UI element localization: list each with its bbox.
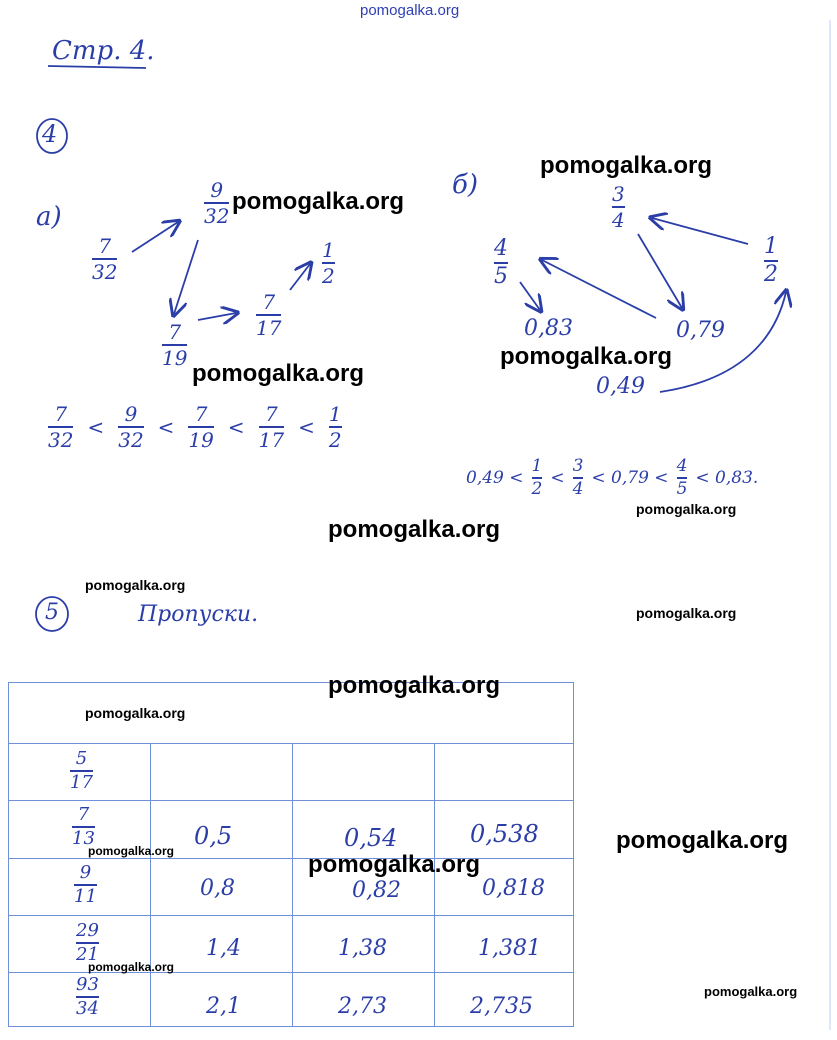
chain-b-end: < 0,83. — [695, 467, 759, 488]
chain-a-f1: $\frac{7}{32}$ — [48, 402, 74, 452]
cell-r3-c3: 0,818 — [482, 876, 545, 901]
table-fraction-9-11: 9 11 — [74, 862, 97, 907]
chain-a-f5: $\frac{1}{2}$ — [328, 402, 342, 452]
watermark: pomogalka.org — [616, 827, 789, 854]
chain-b-f3: $\frac{4}{5}$ — [676, 456, 688, 499]
watermark: pomogalka.org — [192, 360, 365, 387]
cell-r2-c3: 0,538 — [470, 820, 539, 848]
chain-b-f2: $\frac{3}{4}$ — [572, 456, 584, 499]
task4b-label: б) — [452, 170, 479, 200]
decimal-0-49: 0,49 — [596, 374, 645, 399]
chain-a-f3: $\frac{7}{19}$ — [188, 402, 214, 452]
cell-r2-c2: 0,54 — [344, 824, 398, 852]
fraction-a-7-17: 7 17 — [256, 290, 282, 340]
watermark: pomogalka.org — [328, 516, 501, 543]
cell-r5-c1: 2,1 — [206, 994, 241, 1019]
watermark: pomogalka.org — [308, 851, 481, 878]
watermark: pomogalka.org — [636, 605, 737, 621]
watermark: pomogalka.org — [88, 960, 175, 974]
arrow-b-3 — [542, 260, 656, 318]
task5-title: Пропуски. — [138, 602, 259, 627]
chain-a-f2: $\frac{9}{32}$ — [118, 402, 144, 452]
table-fraction-5-17: 5 17 — [70, 748, 93, 793]
fraction-b-3-4: 3 4 — [612, 182, 625, 232]
fraction-a-7-32: 7 32 — [92, 234, 118, 284]
watermark: pomogalka.org — [88, 844, 175, 858]
arrow-a-2 — [174, 240, 198, 314]
fraction-b-1-2: 1 2 — [764, 234, 778, 287]
decimal-0-83: 0,83 — [524, 316, 573, 341]
task4-number: 4 — [42, 120, 58, 148]
cell-r4-c2: 1,38 — [338, 936, 387, 961]
chain-b-mid: < 0,79 < — [591, 467, 669, 488]
cell-r3-c2: 0,82 — [352, 878, 401, 903]
arrow-a-1 — [132, 222, 178, 252]
page-label: Стр. 4. — [52, 36, 155, 66]
cell-r3-c1: 0,8 — [200, 876, 235, 901]
fraction-a-1-2: 1 2 — [322, 238, 335, 288]
watermark: pomogalka.org — [540, 152, 713, 179]
cell-r4-c3: 1,381 — [478, 936, 541, 961]
watermark: pomogalka.org — [232, 188, 405, 215]
decimal-0-79: 0,79 — [676, 318, 725, 343]
chain-a-op: < — [298, 415, 315, 439]
task5-number: 5 — [45, 600, 59, 625]
chain-b-start: 0,49 < — [466, 467, 524, 488]
chain-b-f1: $\frac{1}{2}$ — [531, 456, 543, 499]
top-watermark: pomogalka.org — [360, 2, 460, 19]
arrow-b-2 — [638, 234, 682, 308]
fraction-b-4-5: 4 5 — [494, 236, 508, 289]
chain-a-f4: $\frac{7}{17}$ — [258, 402, 285, 452]
table-fraction-29-21: 29 21 — [76, 920, 99, 965]
table-fraction-7-13: 7 13 — [72, 804, 95, 849]
watermark: pomogalka.org — [85, 705, 186, 721]
arrow-b-5 — [660, 292, 786, 392]
watermark: pomogalka.org — [328, 672, 501, 699]
cell-r4-c1: 1,4 — [206, 936, 241, 961]
cell-r2-c1: 0,5 — [194, 822, 233, 850]
task4a-label: a) — [36, 202, 62, 232]
page-edge — [829, 20, 831, 1030]
fraction-a-7-19: 7 19 — [162, 320, 188, 370]
cell-r5-c2: 2,73 — [338, 994, 387, 1019]
header-underline — [48, 66, 146, 68]
watermark: pomogalka.org — [85, 577, 186, 593]
arrow-a-3 — [198, 313, 236, 320]
watermark: pomogalka.org — [500, 343, 673, 370]
arrow-a-4 — [290, 264, 310, 290]
watermark: pomogalka.org — [704, 984, 798, 999]
task4-circle — [37, 119, 67, 153]
chain-a-op: < — [157, 415, 175, 439]
chain-b-op: < — [550, 467, 565, 488]
chain-a-op: < — [227, 415, 245, 439]
chain-a-op: < — [87, 415, 105, 439]
arrow-b-4 — [520, 282, 540, 310]
watermark: pomogalka.org — [636, 501, 737, 517]
table-fraction-93-34: 93 34 — [76, 974, 99, 1019]
fraction-a-9-32: 9 32 — [204, 178, 230, 228]
cell-r5-c3: 2,735 — [470, 994, 533, 1019]
arrow-b-1 — [652, 218, 748, 244]
